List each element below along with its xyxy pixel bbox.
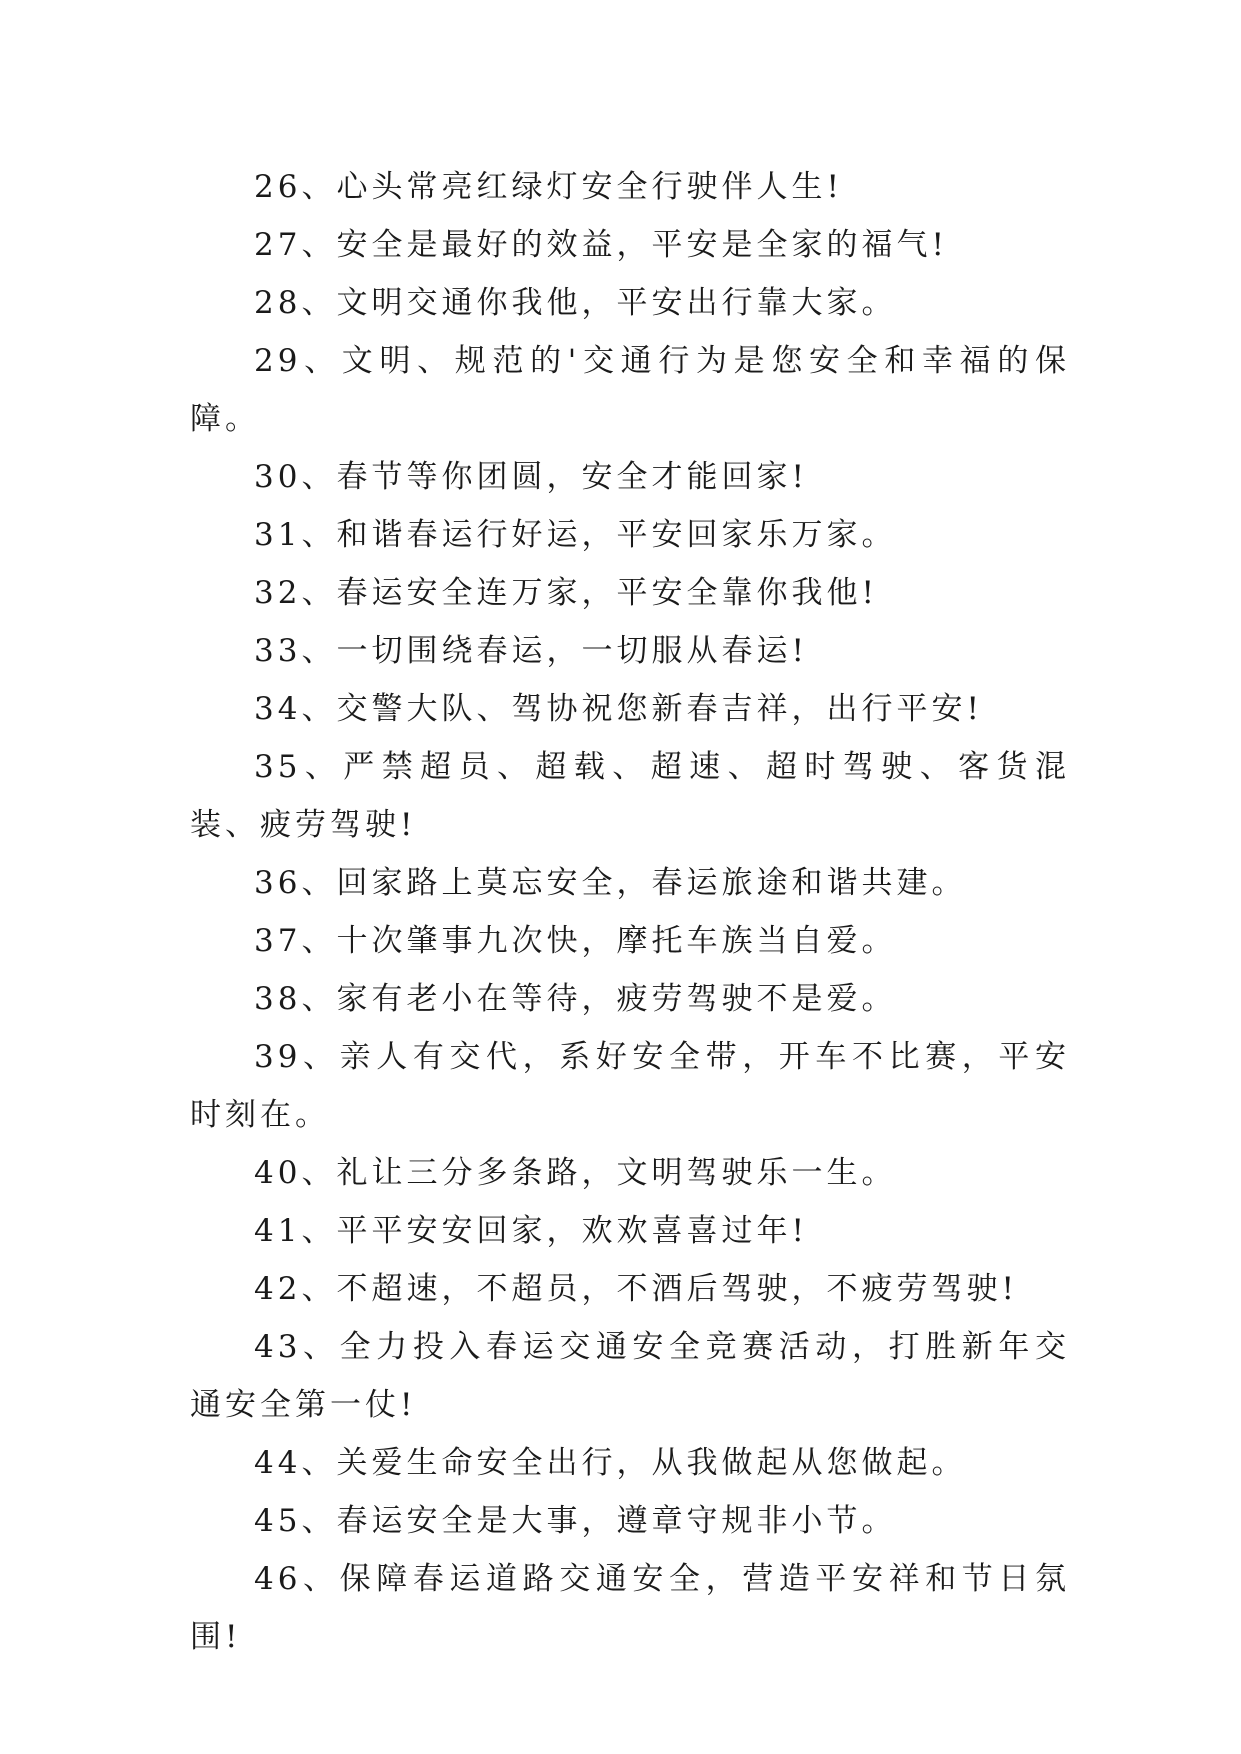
paragraph-29: 29、文明、规范的'交通行为是您安全和幸福的保障。 — [190, 343, 1070, 437]
paragraph-41: 41、平平安安回家，欢欢喜喜过年! — [254, 1213, 808, 1249]
paragraph-36: 36、回家路上莫忘安全，春运旅途和谐共建。 — [254, 865, 967, 901]
document-body — [190, 158, 1070, 1666]
paragraph-26: 26、心头常亮红绿灯安全行驶伴人生! — [254, 169, 843, 205]
paragraph-35: 35、严禁超员、超载、超速、超时驾驶、客货混装、疲劳驾驶! — [190, 749, 1070, 843]
paragraph-38: 38、家有老小在等待，疲劳驾驶不是爱。 — [254, 981, 897, 1017]
paragraph-45: 45、春运安全是大事，遵章守规非小节。 — [254, 1503, 897, 1539]
paragraph-30: 30、春节等你团圆，安全才能回家! — [254, 459, 808, 495]
paragraph-32: 32、春运安全连万家，平安全靠你我他! — [254, 575, 878, 611]
paragraph-44: 44、关爱生命安全出行，从我做起从您做起。 — [254, 1445, 967, 1481]
paragraph-33: 33、一切围绕春运，一切服从春运! — [254, 633, 808, 669]
paragraph-40: 40、礼让三分多条路，文明驾驶乐一生。 — [254, 1155, 897, 1191]
paragraph-42: 42、不超速，不超员，不酒后驾驶，不疲劳驾驶! — [254, 1271, 1018, 1307]
paragraph-37: 37、十次肇事九次快，摩托车族当自爱。 — [254, 923, 897, 959]
paragraph-28: 28、文明交通你我他，平安出行靠大家。 — [254, 285, 897, 321]
paragraph-43: 43、全力投入春运交通安全竞赛活动，打胜新年交通安全第一仗! — [190, 1329, 1070, 1423]
paragraph-27: 27、安全是最好的效益，平安是全家的福气! — [254, 227, 948, 263]
paragraph-31: 31、和谐春运行好运，平安回家乐万家。 — [254, 517, 897, 553]
paragraph-34: 34、交警大队、驾协祝您新春吉祥，出行平安! — [254, 691, 983, 727]
paragraph-46: 46、保障春运道路交通安全，营造平安祥和节日氛围! — [190, 1561, 1070, 1655]
paragraph-39: 39、亲人有交代，系好安全带，开车不比赛，平安时刻在。 — [190, 1039, 1070, 1133]
